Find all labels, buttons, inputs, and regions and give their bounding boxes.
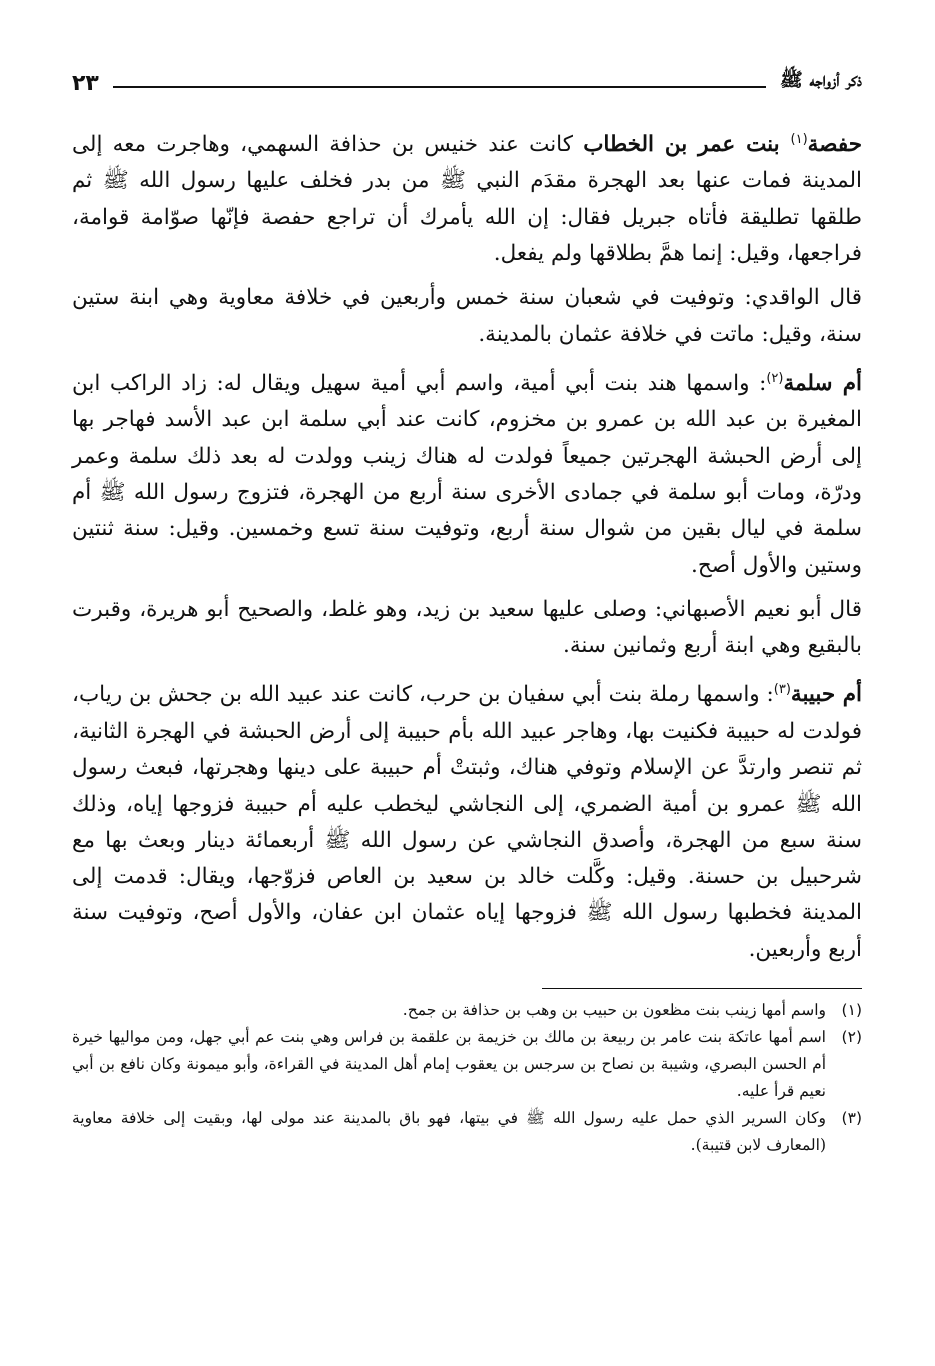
footnote-separator <box>542 988 862 989</box>
paragraph-lead-cont: بنت عمر بن الخطاب <box>583 132 791 158</box>
paragraph-abu-nuaym <box>72 592 862 665</box>
paragraph-text: قال أبو نعيم الأصبهاني: وصلى عليها سعيد بن زيد، وهو غلط، والصحيح أبو هريرة، وقبرت بالبقيع وهي ابنة أربع وثمانين سنة. <box>72 596 862 659</box>
paragraph-text: كانت عند خنيس بن حذافة السهمي، وهاجرت معه إلى المدينة فمات عنها بعد الهجرة مقدَم النبي ﷺ من بدر فخلف عليها رسول الله ﷺ ثم طلقها تطليقة فأتاه جبريل فقال: إن الله يأمرك أن تراجع حفصة فإنّها صوّامة قوامة، فراجعها، وقيل: إنما همَّ بطلاقها ولم يفعل. <box>72 132 862 267</box>
footnote-text: اسم أمها عاتكة بنت عامر بن ربيعة بن مالك بن خزيمة بن علقمة بن فراس وهي بنت عم أبي جهل، ومن مواليها خيرة أم الحسن البصري، وشيبة بن نصاح بن سرجس بن يعقوب إمام أهل المدينة في القراءة، وأبو ميمونة وكان نافع بن أبي نعيم قرأ عليه. <box>72 1028 826 1100</box>
footnote-number: (١) <box>841 1001 862 1019</box>
footnote-item <box>72 1024 862 1105</box>
footnote-ref[interactable]: (١) <box>790 132 808 147</box>
paragraph-umm-salama <box>72 361 862 584</box>
book-page <box>72 58 862 1159</box>
footnote-number: (٣) <box>841 1109 862 1127</box>
footnote-ref[interactable]: (٣) <box>773 682 791 698</box>
running-title: ذكر أزواجه ﷺ <box>779 69 862 91</box>
paragraph-text: : واسمها هند بنت أبي أمية، واسم أبي أمية سهيل ويقال له: زاد الراكب ابن المغيرة بن عبد الله بن عمرو بن مخزوم، كانت عند أبي سلمة ابن عبد الأسد فهاجر بها إلى أرض الحبشة الهجرتين جميعاً فولدت له هناك زينب وولدت له بعد ذلك سلمة وعمر ودرّة، ومات أبو سلمة في جمادى الأخرى سنة أربع من الهجرة، فتزوج رسول الله ﷺ أم سلمة في ليال بقين من شوال سنة أربع، وتوفيت سنة تسع وخمسين. وقيل: سنة ثنتين وستين والأول أصح. <box>72 371 862 578</box>
paragraph-lead: أم حبيبة <box>790 682 862 708</box>
body-text <box>72 122 862 968</box>
footnote-ref[interactable]: (٢) <box>766 370 784 386</box>
paragraph-lead: أم سلمة <box>783 371 863 397</box>
footnote-number: (٢) <box>841 1028 862 1046</box>
footnote-text: واسم أمها زينب بنت مظعون بن حبيب بن وهب بن حذافة بن جمح. <box>402 1001 826 1019</box>
paragraph-waqidi <box>72 280 862 353</box>
footnote-item <box>72 1105 862 1159</box>
paragraph-lead: حفصة <box>807 132 862 158</box>
footnotes <box>72 997 862 1159</box>
paragraph-text: : واسمها رملة بنت أبي سفيان بن حرب، كانت عند عبيد الله بن جحش بن رياب، فولدت له حبيبة فكنيت بها، وهاجر عبيد الله بأم حبيبة إلى أرض الحبشة في الهجرة الثانية، ثم تنصر وارتدَّ عن الإسلام وتوفي هناك، وثبتتْ أم حبيبة على دينها وهجرتها، فبعث رسول الله ﷺ عمرو بن أمية الضمري، إلى النجاشي ليخطب عليه أم حبيبة فزوجها إياه، وذلك سنة سبع من الهجرة، وأصدق النجاشي عن رسول الله ﷺ أربعمائة دينار وبعث بها مع شرحبيل بن حسنة. وقيل: وكَّلت خالد بن سعيد بن العاص فزوّجها، ويقال: قدمت إلى المدينة فخطبها رسول الله ﷺ فزوجها إياه عثمان ابن عفان، والأول أصح، وتوفيت سنة أربع وأربعين. <box>72 682 862 962</box>
paragraph-text: قال الواقدي: وتوفيت في شعبان سنة خمس وأربعين في خلافة معاوية وهي ابنة ستين سنة، وقيل: ماتت في خلافة عثمان بالمدينة. <box>72 285 862 347</box>
page-number: ٢٣ <box>72 71 99 96</box>
paragraph-umm-habiba <box>72 672 862 968</box>
paragraph-hafsa <box>72 122 862 272</box>
page-header <box>72 58 862 96</box>
footnote-item <box>72 997 862 1024</box>
footnote-text: وكان السرير الذي حمل عليه رسول الله ﷺ في بيتها، فهو باق بالمدينة عند مولى لها، وبقيت إلى خلافة معاوية (المعارف لابن قتيبة). <box>72 1109 826 1154</box>
header-rule <box>113 86 766 88</box>
